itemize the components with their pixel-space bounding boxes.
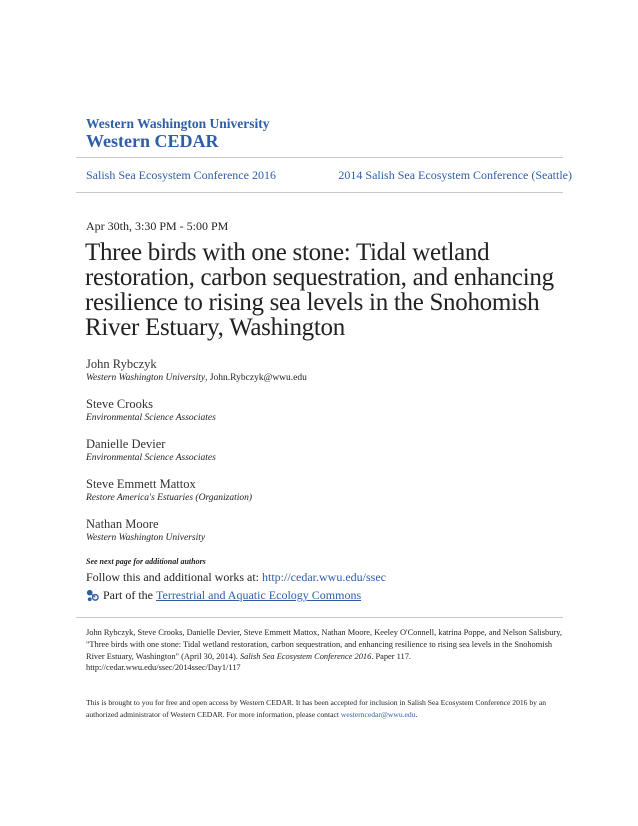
author-name: Steve Crooks: [86, 397, 154, 411]
part-of-prefix: Part of the: [103, 588, 153, 602]
recommended-citation: [86, 627, 564, 674]
access-notice-text: This is brought to you for free and open access by Western CEDAR. It has been accepted for inclusion in Salish Sea Ecosystem Conference 2016 by an authorized administrator of Western CEDAR. For more information, please contact: [86, 698, 547, 719]
institution-name: Western Washington University: [86, 116, 270, 131]
access-notice-end: .: [415, 709, 418, 719]
citation-paper-number: . Paper 117.: [371, 651, 411, 661]
author-affiliation: Western Washington University: [86, 533, 206, 543]
conference-2014-link[interactable]: 2014 Salish Sea Ecosystem Conference (Seattle): [338, 168, 572, 182]
author-name: Danielle Devier: [86, 437, 166, 451]
discipline-commons-link[interactable]: Terrestrial and Aquatic Ecology Commons: [156, 588, 362, 602]
contact-email-link[interactable]: westerncedar@wwu.edu: [340, 709, 416, 719]
citation-divider: [76, 617, 563, 618]
author-name: John Rybczyk: [86, 357, 157, 371]
author-affiliation: Environmental Science Associates: [86, 453, 216, 463]
collection-url-link[interactable]: http://cedar.wwu.edu/ssec: [262, 570, 386, 584]
top-divider: [76, 157, 563, 158]
author-name: Steve Emmett Mattox: [86, 477, 196, 491]
author-email: , John.Rybczyk@wwu.edu: [205, 373, 307, 383]
author-affiliation: Environmental Science Associates: [86, 413, 216, 423]
follow-line: [86, 570, 386, 585]
citation-url[interactable]: http://cedar.wwu.edu/ssec/2014ssec/Day1/117: [86, 663, 241, 673]
author-block: [86, 517, 205, 545]
author-block: [86, 397, 216, 425]
access-notice: [86, 697, 564, 720]
commons-network-icon: [86, 589, 99, 602]
repository-name[interactable]: Western CEDAR: [86, 131, 219, 151]
conference-2016-link[interactable]: Salish Sea Ecosystem Conference 2016: [86, 168, 276, 182]
additional-authors-note: See next page for additional authors: [86, 557, 206, 566]
paper-title: Three birds with one stone: Tidal wetland restoration, carbon sequestration, and enhancing resilience to rising sea levels in the Snohomish River Estuary, Washington: [85, 239, 554, 341]
author-name: Nathan Moore: [86, 517, 159, 531]
citation-journal: Salish Sea Ecosystem Conference 2016: [239, 651, 372, 661]
author-affiliation: Restore America's Estuaries (Organization): [86, 493, 253, 503]
citation-text: John Rybczyk, Steve Crooks, Danielle Devier, Steve Emmett Mattox, Nathan Moore, Keeley O'Connell, katrina Poppe, and Nelson Salisbury, "Three birds with one stone: Tidal wetland restoration, carbon sequestration, and enhancing resilience to rising sea levels in the Snohomish River Estuary, Washington" (April 30, 2014).: [86, 628, 562, 661]
nav-divider: [76, 192, 563, 193]
follow-prefix: Follow this and additional works at:: [86, 570, 262, 584]
author-block: [86, 437, 216, 465]
author-affiliation: Western Washington University, John.Rybczyk@wwu.edu: [86, 373, 307, 383]
author-block: [86, 357, 307, 385]
session-date: Apr 30th, 3:30 PM - 5:00 PM: [86, 219, 229, 233]
author-block: [86, 477, 252, 505]
part-of-line: [86, 588, 361, 603]
